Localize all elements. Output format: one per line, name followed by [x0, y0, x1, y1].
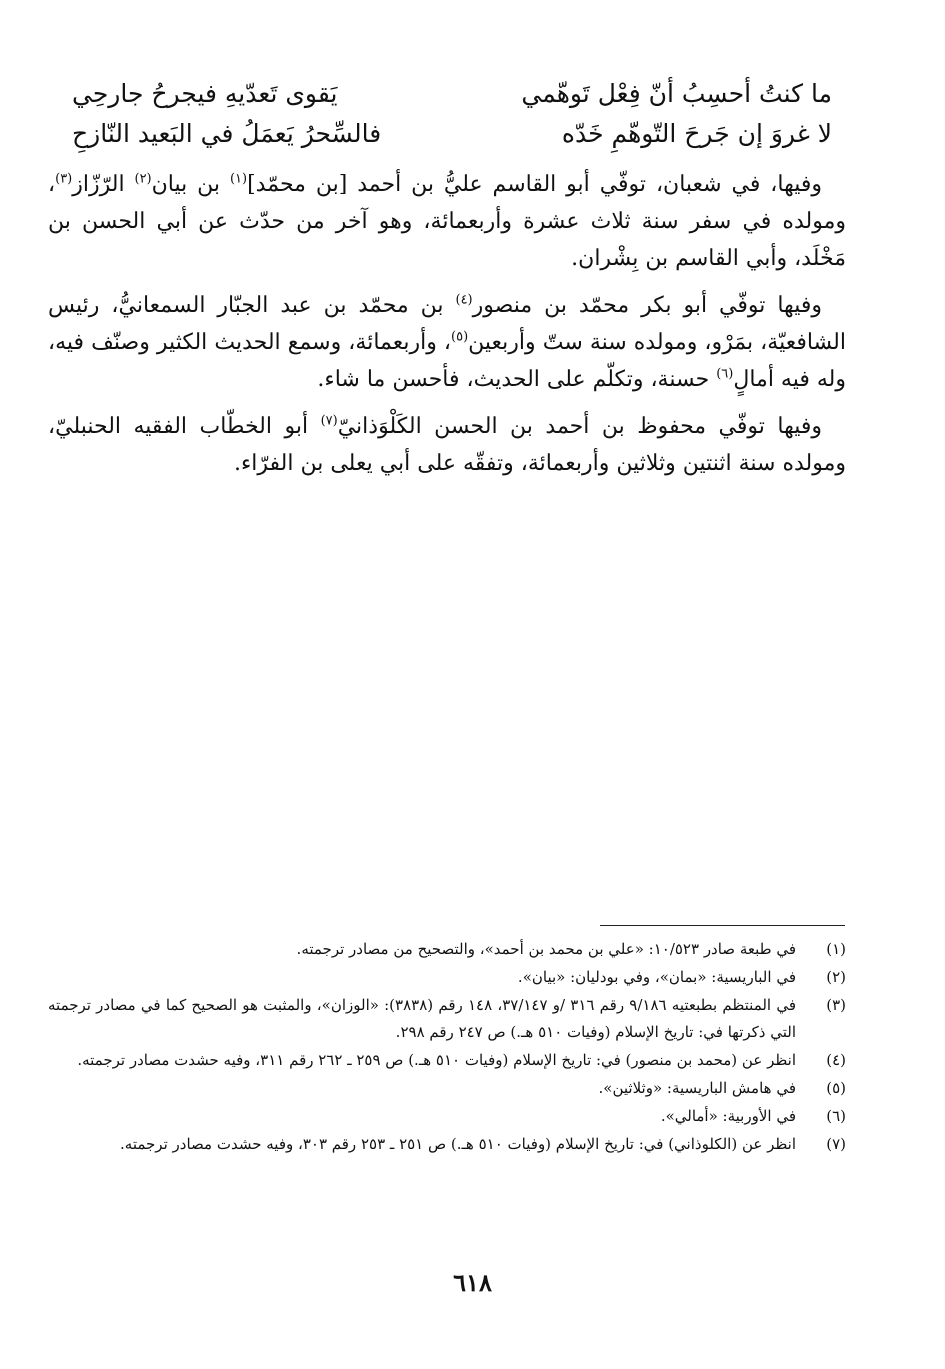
poem-hemistich-right: ما كنتُ أحسِبُ أنّ فِعْل تَوهّمي [521, 79, 832, 108]
footnote-number: (٣) [826, 996, 846, 1014]
main-text [48, 166, 846, 492]
footnote-text: في الباريسية: «بمان»، وفي بودليان: «بيان». [517, 968, 796, 986]
footnote [48, 1131, 846, 1158]
footnote-ref: (٣) [55, 171, 73, 187]
footnote-text: في الأوربية: «أمالي». [660, 1107, 796, 1125]
footnote-number: (٤) [826, 1051, 846, 1069]
paragraph-text: وفيها توفّي أبو بكر محمّد بن منصور [472, 293, 822, 318]
footnote [48, 1047, 846, 1074]
poem-hemistich-left: يَقوى تَعدّيهِ فيجرحُ جارحِي [72, 79, 338, 108]
footnote-text: في طبعة صادر ١٠/٥٢٣: «علي بن محمد بن أحمد»، والتصحيح من مصادر ترجمته. [296, 940, 796, 958]
paragraph-text: ، ومولده في سفر سنة ثلاث عشرة وأربعمائة، وهو آخر من حدّث عن أبي الحسن بن مَخْلَد، وأبي القاسم بن بِشْران. [48, 172, 846, 271]
footnote-number: (٥) [826, 1079, 846, 1097]
page-number: ٦١٨ [453, 1268, 492, 1297]
footnote-text: في المنتظم بطبعتيه ٩/١٨٦ رقم ٣١٦ /و ٣٧/١٤٧، ١٤٨ رقم (٣٨٣٨): «الوزان»، والمثبت هو الصحيح كما في مصادر ترجمته التي ذكرتها في: تاريخ الإسلام (وفيات ٥١٠ هـ.) ص ٢٤٧ رقم ٢٩٨. [48, 996, 796, 1041]
footnotes [48, 936, 846, 1159]
footnote-ref: (٧) [320, 413, 338, 429]
paragraph [48, 408, 846, 482]
poem-verses [72, 74, 832, 154]
poem-hemistich-left: فالسِّحرُ يَعمَلُ في البَعيد النّازحِ [72, 119, 382, 148]
paragraph-text: حسنة، وتكلّم على الحديث، فأحسن ما شاء. [317, 367, 717, 392]
footnote-ref: (١) [229, 171, 248, 187]
footnote [48, 1075, 846, 1102]
footnote [48, 936, 846, 963]
paragraph [48, 287, 846, 398]
paragraph-text: ، وأربعمائة، وسمع الحديث الكثير وصنّف فيه، وله فيه أمالٍ [48, 330, 846, 392]
footnote-text: في هامش الباريسية: «وثلاثين». [598, 1079, 796, 1097]
footnote-number: (١) [826, 940, 846, 958]
footnote-number: (٧) [826, 1135, 846, 1153]
footnote-number: (٦) [826, 1107, 846, 1125]
footnote-divider [600, 925, 845, 926]
footnote [48, 964, 846, 991]
footnote-ref: (٥) [451, 329, 469, 345]
footnote-text: انظر عن (الكلوذاني) في: تاريخ الإسلام (وفيات ٥١٠ هـ.) ص ٢٥١ ـ ٢٥٣ رقم ٣٠٣، وفيه حشدت مصادر ترجمته. [120, 1135, 796, 1153]
poem-line [72, 114, 832, 154]
poem-hemistich-right: لا غروَ إن جَرحَ التّوهّمِ خَدّه [561, 119, 832, 148]
paragraph-text: بن محمّد بن عبد الجبّار السمعانيُّ، رئيس الشافعيّة، بمَرْو، ومولده سنة ستّ وأربعين [48, 293, 846, 355]
paragraph-text: بن بيان [151, 172, 230, 197]
poem-line [72, 74, 832, 114]
paragraph [48, 166, 846, 277]
footnote [48, 1103, 846, 1130]
footnote-ref: (٤) [455, 292, 473, 308]
paragraph-text: الرّزّاز [72, 172, 135, 197]
footnote-number: (٢) [826, 968, 846, 986]
footnote [48, 992, 846, 1046]
paragraph-text: وفيها، في شعبان، توفّي أبو القاسم عليُّ بن أحمد [بن محمّد] [247, 172, 823, 197]
paragraph-text: أبو الخطّاب الفقيه الحنبليّ، ومولده سنة اثنتين وثلاثين وأربعمائة، وتفقّه على أبي يعلى بن الفرّاء. [48, 414, 846, 476]
footnote-ref: (٢) [134, 171, 152, 187]
footnote-ref: (٦) [716, 366, 734, 382]
footnote-text: انظر عن (محمد بن منصور) في: تاريخ الإسلام (وفيات ٥١٠ هـ.) ص ٢٥٩ ـ ٢٦٢ رقم ٣١١، وفيه حشدت مصادر ترجمته. [77, 1051, 796, 1069]
paragraph-text: وفيها توفّي محفوظ بن أحمد بن الحسن الكَلْوَذانيّ [337, 414, 822, 439]
